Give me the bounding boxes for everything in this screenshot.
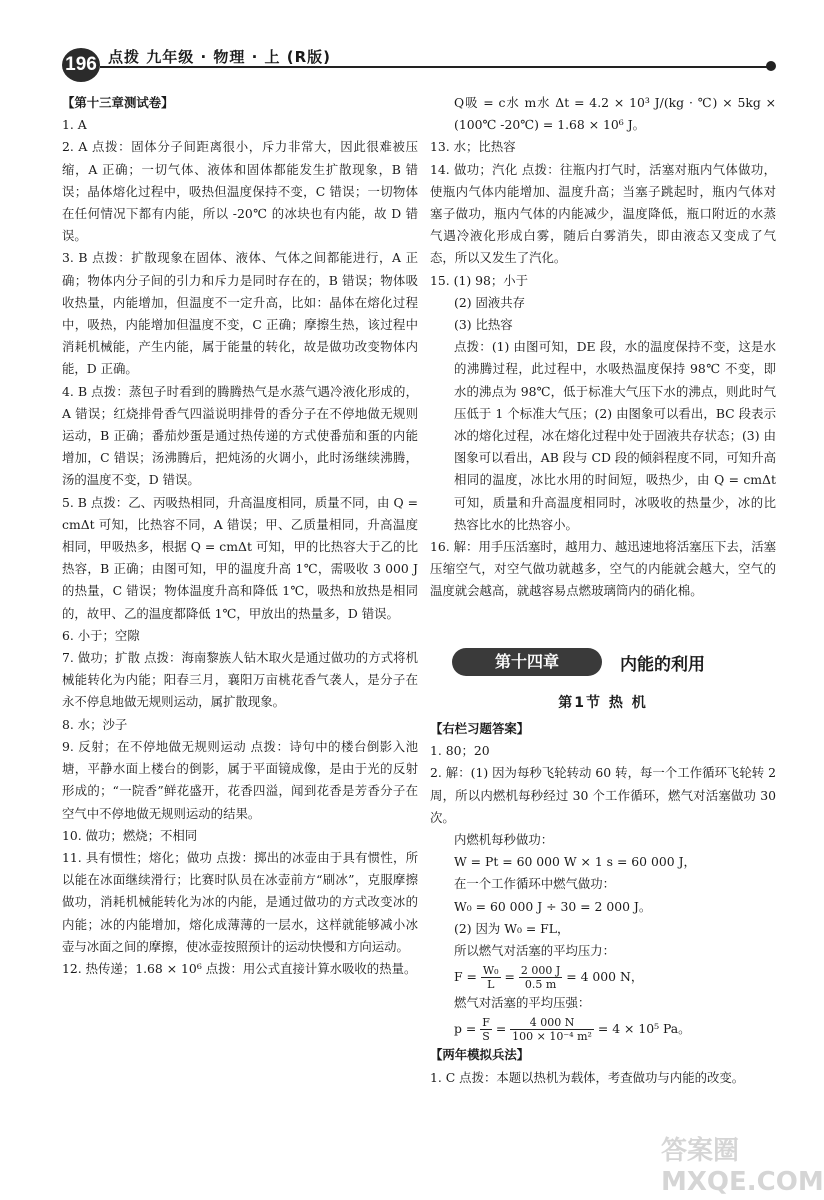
- numerator: F: [482, 1016, 490, 1030]
- answer-item: 4. B 点拨：蒸包子时看到的腾腾热气是水蒸气遇冷液化形成的，A 错误；红烧排骨香气四溢说明排骨的香分子在不停地做无规则运动，B 正确；番茄炒蛋是通过热传递的方式使番茄和蛋的内能增加，C 错误；汤沸腾后，把炖汤的火调小，此时汤继续沸腾，汤的温度不变，D 错误。: [62, 383, 418, 488]
- denominator: 100 × 10⁻⁴ m²: [512, 1030, 592, 1044]
- answer-item: 9. 反射；在不停地做无规则运动 点拨：诗句中的楼台倒影入池塘，平静水面上楼台的倒影，属于平面镜成像，是由于光的反射形成的；“一院香”鲜花盛开，花香四溢，闻到花香是芳香分子在空气中不停地做无规则运动的结果。: [62, 738, 418, 821]
- answer-line: 2. 解：(1) 因为每秒飞轮转动 60 转，每一个工作循环飞轮转 2 周，所以内燃机每秒经过 30 个工作循环，燃气对活塞做功 30 次。: [430, 765, 776, 825]
- equals: =: [504, 969, 515, 985]
- answer-line: 所以燃气对活塞的平均压力：: [454, 943, 616, 959]
- answer-item: 1. A: [62, 117, 87, 133]
- answer-item: 8. 水；沙子: [62, 716, 128, 732]
- formula-rhs: = 4 × 10⁵ Pa。: [597, 1021, 691, 1037]
- right-column: [430, 92, 776, 603]
- answer-item: (2) 固液共存: [454, 294, 526, 310]
- answer-line: W = Pt = 60 000 W × 1 s = 60 000 J，: [454, 854, 696, 870]
- answer-item: 5. B 点拨：乙、丙吸热相同，升高温度相同，质量不同，由 Q = cmΔt 可知，比热容不同，A 错误；甲、乙质量相同，升高温度相同，甲吸热多，根据 Q = cmΔt 可知，甲的比热容大于乙的比热容，B 正确；由图可知，甲的温度升高 1℃，需吸收 3 000 J 的热量，C 错误；物体温度升高和降低 1℃，吸热和放热是相同的，故甲、乙的温度都降低 1℃，甲放出的热量多，D 错误。: [62, 494, 418, 621]
- answer-line: 燃气对活塞的平均压强：: [454, 995, 591, 1011]
- answer-line: 1. 80；20: [430, 743, 490, 759]
- denominator: 0.5 m: [524, 978, 557, 992]
- fraction: [480, 1016, 492, 1043]
- formula-pressure: [430, 1014, 776, 1044]
- answer-item: 11. 具有惯性；熔化；做功 点拨：掷出的冰壶由于具有惯性，所以能在冰面继续滑行；比赛时队员在冰壶前方“刷冰”，克服摩擦做功，消耗机械能转化为冰的内能，是通过做功的方式改变冰的内能；冰的内能增加，熔化成薄薄的一层水，这样就能够减小冰壶与冰面之间的摩擦，使冰壶按照预计的运动快慢和方向运动。: [62, 849, 418, 954]
- fraction: [481, 964, 501, 991]
- answer-line: 1. C 点拨：本题以热机为载体，考查做功与内能的改变。: [430, 1069, 745, 1085]
- chapter-label: 第十四章: [452, 648, 602, 676]
- answer-item: 12. 热传递；1.68 × 10⁶ 点拨：用公式直接计算水吸收的热量。: [62, 960, 417, 976]
- formula-lhs: F =: [454, 969, 477, 985]
- header-title: 点拨 九年级 · 物理 · 上 (R版): [108, 48, 331, 66]
- answer-item: 2. A 点拨：固体分子间距离很小，斥力非常大，因此很难被压缩，A 正确；一切气体、液体和固体都能发生扩散现象，B 错误；晶体熔化过程中，吸热但温度保持不变，C 错误；一切物体在任何情况下都有内能，所以 -20℃ 的冰块也有内能，故 D 错误。: [62, 139, 418, 244]
- fraction: [510, 1016, 594, 1043]
- answer-item: 14. 做功；汽化 点拨：往瓶内打气时，活塞对瓶内气体做功，使瓶内气体内能增加、温度升高；当塞子跳起时，瓶内气体对塞子做功，瓶内气体的内能减少，温度降低，瓶口附近的水蒸气遇冷液化形成白雾，随后白雾消失，即由液态又变成了气态，所以又发生了汽化。: [430, 161, 776, 266]
- watermark-logo: 答案圈 MXQE.COM: [661, 1136, 824, 1197]
- header-rule: [100, 66, 772, 68]
- section-heading: 第1节 热 机: [558, 695, 648, 711]
- answer-item: 15. (1) 98；小于: [430, 272, 529, 288]
- section-body: [430, 718, 776, 1089]
- formula-force: [430, 962, 776, 992]
- page-header: [62, 42, 772, 82]
- numerator: 2 000 J: [520, 964, 561, 978]
- left-column: [62, 92, 418, 980]
- answer-item: 6. 小于；空隙: [62, 627, 140, 643]
- answer-line: (2) 因为 W₀ = FL，: [454, 920, 570, 936]
- numerator: 4 000 N: [510, 1016, 594, 1030]
- formula-rhs: = 4 000 N，: [566, 969, 644, 985]
- answer-item: 16. 解：用手压活塞时，越用力、越迅速地将活塞压下去，活塞压缩空气，对空气做功就越多，空气的内能就会越大，空气的温度就会越高，就越容易点燃玻璃筒内的硝化棉。: [430, 539, 776, 599]
- equals: =: [495, 1021, 507, 1037]
- answer-line: W₀ = 60 000 J ÷ 30 = 2 000 J。: [454, 898, 652, 914]
- answer-item: 13. 水；比热容: [430, 139, 516, 155]
- answer-line: 内燃机每秒做功：: [454, 832, 554, 848]
- header-dot-icon: [766, 61, 776, 71]
- answer-item: 点拨：(1) 由图可知，DE 段，水的温度保持不变，这是水的沸腾过程，此过程中，水吸热温度保持 98℃ 不变，即水的沸点为 98℃，低于标准大气压下水的沸点，则此时气压低于 1 个标准大气压；(2) 由图象可以看出，BC 段表示冰的熔化过程，冰在熔化过程中处于固液共存状态；(3) 由图象可以看出，AB 段与 CD 段的倾斜程度不同，可知升高相同的温度，冰比水用的时间短，吸热少，由 Q = cmΔt 可知，质量和升高温度相同时，冰吸收的热量少，冰的比热容比水的比热容小。: [454, 339, 776, 532]
- page-number: 196: [62, 48, 100, 82]
- answer-item: 7. 做功；扩散 点拨：海南黎族人钻木取火是通过做功的方式将机械能转化为内能；阳春三月，襄阳万亩桃花香气袭人，是分子在永不停息地做无规则运动，属扩散现象。: [62, 650, 418, 710]
- chapter-banner: [452, 648, 772, 678]
- answer-item: 3. B 点拨：扩散现象在固体、液体、气体之间都能进行，A 正确；物体内分子间的引力和斥力是同时存在的，B 错误；物体吸收热量，内能增加，但温度不一定升高，比如：晶体在熔化过程中，吸热，内能增加但温度不变，C 正确；摩擦生热，该过程中消耗机械能，产生内能，属于能量的转化，故是做功改变物体内能，D 正确。: [62, 250, 418, 377]
- denominator: L: [487, 978, 495, 992]
- formula-lhs: p =: [454, 1021, 477, 1037]
- answer-item: 10. 做功；燃烧；不相同: [62, 827, 198, 843]
- section-title: 【第十三章测试卷】: [62, 95, 174, 110]
- denominator: S: [482, 1030, 490, 1044]
- two-year-label: 【两年模拟兵法】: [430, 1047, 530, 1063]
- formula-line: Q吸 = c水 m水 Δt = 4.2 × 10³ J/(kg · ℃) × 5kg × (100℃ -20℃) = 1.68 × 10⁶ J。: [454, 95, 776, 133]
- answer-item: (3) 比热容: [454, 317, 513, 333]
- chapter-name: 内能的利用: [620, 655, 705, 675]
- fraction: [519, 964, 562, 991]
- numerator: W₀: [482, 964, 499, 978]
- answers-label: 【右栏习题答案】: [430, 721, 530, 736]
- answer-line: 在一个工作循环中燃气做功：: [454, 876, 616, 892]
